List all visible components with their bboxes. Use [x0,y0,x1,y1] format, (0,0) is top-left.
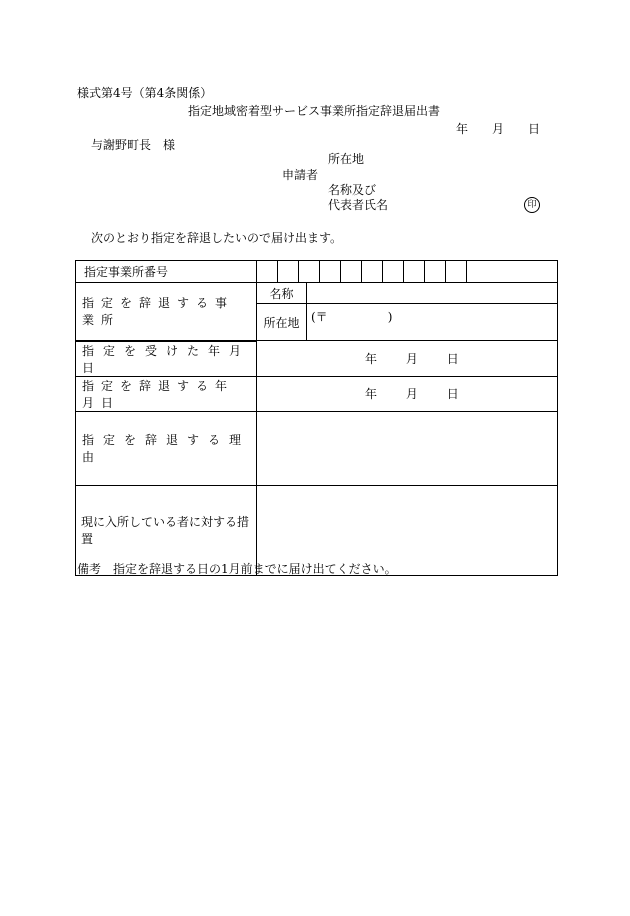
designated-date-label: 指定を受けた年月日 [82,343,251,375]
address-label: 所在地 [257,304,307,341]
withdraw-day: 日 [446,387,459,401]
office-number-boxes[interactable] [257,261,558,283]
withdraw-date-row [76,376,558,411]
withdraw-date-label-cell [76,376,257,411]
page-title: 指定地域密着型サービス事業所指定辞退届出書 [188,104,441,118]
office-number-box[interactable] [278,261,299,282]
withdraw-month: 月 [405,387,418,401]
office-number-box[interactable] [404,261,425,282]
designated-date-row [76,341,558,377]
office-number-row [76,261,558,283]
postal-prefix: (〒 [311,310,328,324]
reason-label: 指定を辞退する理由 [82,433,251,464]
designated-day: 日 [446,351,459,366]
designated-month: 月 [405,351,418,366]
office-number-box[interactable] [341,261,362,282]
applicant-label: 申請者 [282,168,319,182]
office-label: 指定を辞退する事業所 [82,296,235,328]
postal-suffix: ) [387,310,393,324]
designated-year: 年 [365,351,378,366]
office-number-box[interactable] [425,261,446,282]
designated-date-label-cell [76,341,257,377]
withdraw-date-label: 指定を辞退する年月日 [82,378,235,410]
office-number-box-spacer [467,261,557,282]
office-label-cell [76,283,257,341]
office-number-label: 指定事業所番号 [76,261,257,283]
date-month-label: 月 [492,122,505,136]
office-number-box[interactable] [362,261,383,282]
reason-label-cell [76,411,257,485]
office-name-row [76,283,558,304]
form-number: 様式第4号（第4条関係） [77,86,213,100]
withdraw-year: 年 [365,387,378,401]
reason-field[interactable] [257,411,558,485]
date-year-label: 年 [456,122,469,136]
addressee: 与謝野町長 様 [91,138,176,152]
applicant-name-label-1: 名称及び [328,183,377,197]
office-name-field[interactable] [307,283,558,304]
office-number-box[interactable] [320,261,341,282]
applicant-name-label-2: 代表者氏名 [328,198,389,212]
reason-row [76,411,558,485]
designated-date-field[interactable] [257,341,558,377]
statement-text: 次のとおり指定を辞退したいので届け出ます。 [91,231,343,245]
office-number-box[interactable] [383,261,404,282]
office-number-box[interactable] [257,261,278,282]
date-day-label: 日 [528,122,541,136]
measures-label: 現に入所している者に対する措置 [76,485,257,575]
applicant-address-label: 所在地 [328,152,365,166]
office-address-field[interactable] [307,304,558,341]
withdraw-date-field[interactable] [257,376,558,411]
seal-mark: 印 [524,197,540,213]
office-number-box[interactable] [446,261,467,282]
withdrawal-form-table [75,260,558,576]
office-number-box[interactable] [299,261,320,282]
name-label: 名称 [257,283,307,304]
remarks-text: 備考 指定を辞退する日の1月前までに届け出てください。 [77,562,397,576]
